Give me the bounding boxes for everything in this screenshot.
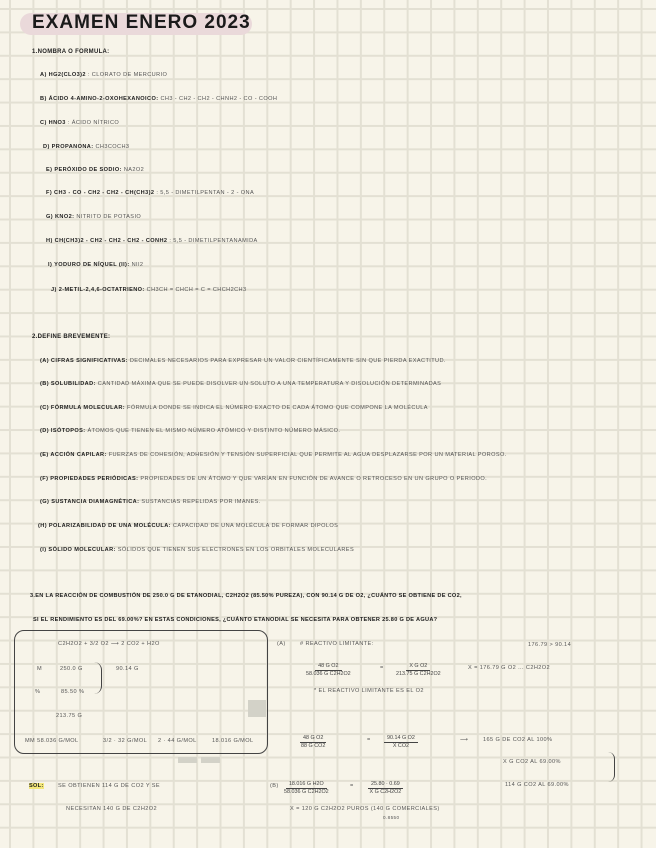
list-item [40, 452, 507, 458]
part-b-purity: 0.8550 [383, 815, 400, 820]
item-value: : CLORATO DE MERCURIO [87, 72, 168, 78]
item-value: NA2O2 [123, 167, 145, 173]
denominator: 213.75 G C2H2O2 [396, 671, 441, 677]
item-value: FUERZAS DE COHESIÓN, ADHESIÓN Y TENSIÓN SUPERFICIAL QUE PERMITE AL AGUA DESPLAZARSE POR UN MATERIAL POROSO. [108, 452, 507, 458]
section-1-header: 1.NOMBRA O FORMULA: [32, 49, 110, 55]
scan-artifact [201, 757, 220, 763]
list-item [46, 190, 254, 196]
purity-value: 85.50 % [61, 689, 85, 695]
item-term: (G) SUSTANCIA DIAMAGNÉTICA: [40, 499, 140, 505]
item-term: (I) SÓLIDO MOLECULAR: [40, 547, 116, 553]
item-term: (A) CIFRAS SIGNIFICATIVAS: [40, 358, 128, 364]
o2-mass: 90.14 G [116, 666, 139, 672]
list-item [40, 96, 277, 102]
item-term: A) HG2(CLO3)2 [40, 72, 86, 78]
numerator: X G O2 [406, 663, 430, 671]
pure-mass: 213.75 G [56, 713, 83, 719]
solution-label: SOL: [29, 783, 44, 789]
item-term: (H) POLARIZABILIDAD DE UNA MOLÉCULA: [38, 523, 171, 529]
question-3-line-2: SI EL RENDIMIENTO ES DEL 69.00%? EN ESTAS CONDICIONES, ¿CUÁNTO ETANODIAL SE NECESITA PARA OBTENER 25.80 G DE AGUA? [33, 617, 438, 623]
item-term: B) ÁCIDO 4-AMINO-2-OXOHEXANOICO: [40, 96, 159, 102]
denominator: 58.036 G C2H2O2 [306, 671, 351, 677]
section-2-header: 2.DEFINE BREVEMENTE: [32, 334, 111, 340]
item-term: J) 2-METIL-2,4,6-OCTATRIENO: [51, 287, 145, 293]
arrow: ⟶ [460, 737, 469, 743]
result-final: 114 G CO2 AL 69.00% [505, 782, 569, 788]
reaction-equation: C2H2O2 + 3/2 O2 ⟶ 2 CO2 + H2O [58, 641, 160, 647]
list-item [40, 120, 119, 126]
item-value: DECIMALES NECESARIOS PARA EXPRESAR UN VALOR CIENTÍFICAMENTE SIN QUE PIERDA EXACTITUD. [129, 358, 446, 364]
list-item [40, 405, 428, 411]
part-a-result: X = 176.79 G O2 ... C2H2O2 [468, 665, 551, 671]
item-value: : 5,5 - DIMETILPENTAN - 2 - ONA [156, 190, 255, 196]
numerator: 48 G O2 [300, 735, 326, 743]
part-b-result: X = 120 G C2H2O2 PUROS (140 G COMERCIALES) [290, 806, 440, 812]
part-a-label: (A) [277, 641, 286, 647]
denominator: 58.036 G C2H2O2 [284, 789, 329, 795]
molar-mass-3: 2 · 44 G/MOL [158, 738, 197, 744]
item-value: CAPACIDAD DE UNA MOLÉCULA DE FORMAR DIPOLOS [172, 523, 339, 529]
denominator: 88 G CO2 [301, 743, 326, 749]
fraction [306, 663, 351, 677]
item-value: : 5,5 - DIMETILPENTANAMIDA [169, 238, 258, 244]
list-item [48, 262, 143, 268]
scan-artifact [178, 757, 197, 763]
fraction [284, 781, 329, 795]
part-a-title: # REACTIVO LIMITANTE: [300, 641, 374, 647]
reaction-box [14, 630, 268, 754]
limiting-reagent-note: * EL REACTIVO LIMITANTE ES EL O2 [314, 688, 424, 694]
mass-value: 250.0 G [60, 666, 83, 672]
list-item [40, 428, 340, 434]
item-term: (B) SOLUBILIDAD: [40, 381, 96, 387]
item-term: C) HNO3 [40, 120, 66, 126]
item-term: H) CH(CH3)2 - CH2 - CH2 - CH2 - CONH2 [46, 238, 168, 244]
mass-label: M [37, 666, 43, 672]
list-item [40, 381, 441, 387]
part-b-label: (B) [270, 783, 279, 789]
solution-line-2: NECESITAN 140 G DE C2H2O2 [66, 806, 158, 812]
list-item [40, 547, 354, 553]
fraction [396, 663, 441, 677]
item-value: NITRITO DE POTASIO [76, 214, 142, 220]
list-item [43, 144, 129, 150]
item-term: I) YODURO DE NÍQUEL (II): [48, 262, 130, 268]
list-item [46, 214, 141, 220]
list-item [51, 287, 247, 293]
result-100: 165 G DE CO2 AL 100% [483, 737, 553, 743]
item-value: SÓLIDOS QUE TIENEN SUS ELECTRONES EN LOS ORBITALES MOLECULARES [117, 547, 355, 553]
item-value: CANTIDAD MÁXIMA QUE SE PUEDE DISOLVER UN SOLUTO A UNA TEMPERATURA Y DISOLUCIÓN DETERMINADAS [97, 381, 442, 387]
item-value: FÓRMULA DONDE SE INDICA EL NÚMERO EXACTO DE CADA ÁTOMO QUE COMPONE LA MOLÉCULA [127, 405, 428, 411]
item-term: D) PROPANONA: [43, 144, 94, 150]
item-value: SUSTANCIAS REPELIDAS POR IMANES. [141, 499, 261, 505]
item-term: G) KNO2: [46, 214, 75, 220]
bracket-arrow [93, 662, 102, 694]
list-item [46, 238, 258, 244]
equals-sign: = [367, 737, 371, 743]
question-3-line-1: 3.EN LA REACCIÓN DE COMBUSTIÓN DE 250.0 G DE ETANODIAL, C2H2O2 (85.50% PUREZA), CON 90.14 G DE O2, ¿CUÁNTO SE OBTIENE DE CO2, [30, 593, 462, 599]
molar-mass-2: 3/2 · 32 G/MOL [103, 738, 148, 744]
item-term: E) PERÓXIDO DE SODIO: [46, 167, 122, 173]
list-item [40, 358, 446, 364]
fraction [300, 735, 326, 749]
solution-line-1: SE OBTIENEN 114 G DE CO2 Y SE [58, 783, 161, 789]
scan-artifact [248, 700, 266, 717]
numerator: 18.016 G H2O [286, 781, 327, 789]
item-value: CH3 - CH2 - CH2 - CHNH2 - CO - COOH [160, 96, 278, 102]
item-term: F) CH3 - CO - CH2 - CH2 - CH(CH3)2 [46, 190, 155, 196]
part-a-comparison: 176.79 > 90.14 [528, 642, 572, 648]
numerator: 90.14 G O2 [384, 735, 418, 743]
numerator: 48 G O2 [315, 663, 341, 671]
list-item [40, 72, 167, 78]
list-item [38, 523, 338, 529]
result-69: X G CO2 AL 69.00% [503, 759, 561, 765]
list-item [40, 476, 487, 482]
denominator: X CO2 [392, 743, 410, 749]
equals-sign: = [380, 665, 384, 671]
list-item [46, 167, 144, 173]
fraction [368, 781, 403, 795]
fraction [384, 735, 418, 749]
molar-mass-1: MM 58.036 G/MOL [25, 738, 79, 744]
item-value: ÁTOMOS QUE TIENEN EL MISMO NÚMERO ATÓMICO Y DISTINTO NÚMERO MÁSICO. [87, 428, 341, 434]
item-value: PROPIEDADES DE UN ÁTOMO Y QUE VARÍAN EN FUNCIÓN DE AVANCE O RETROCESO EN UN GRUPO O PERIODO. [140, 476, 488, 482]
numerator: 25.80 · 0.69 [368, 781, 403, 789]
purity-label: % [35, 689, 41, 695]
item-value: CH3COCH3 [95, 144, 130, 150]
denominator: X G C2H2O2 [369, 789, 402, 795]
item-term: (E) ACCIÓN CAPILAR: [40, 452, 107, 458]
bracket-arrow [608, 752, 615, 782]
item-value: CH3CH = CHCH = C = CHCH2CH3 [146, 287, 247, 293]
page-title: EXAMEN ENERO 2023 [32, 12, 251, 33]
item-term: (F) PROPIEDADES PERIÓDICAS: [40, 476, 139, 482]
item-term: (D) ISÓTOPOS: [40, 428, 86, 434]
equals-sign: = [350, 783, 354, 789]
item-term: (C) FÓRMULA MOLECULAR: [40, 405, 126, 411]
item-value: NII2 [131, 262, 144, 268]
molar-mass-4: 18.016 G/MOL [212, 738, 254, 744]
item-value: : ÁCIDO NÍTRICO [67, 120, 120, 126]
list-item [40, 499, 261, 505]
